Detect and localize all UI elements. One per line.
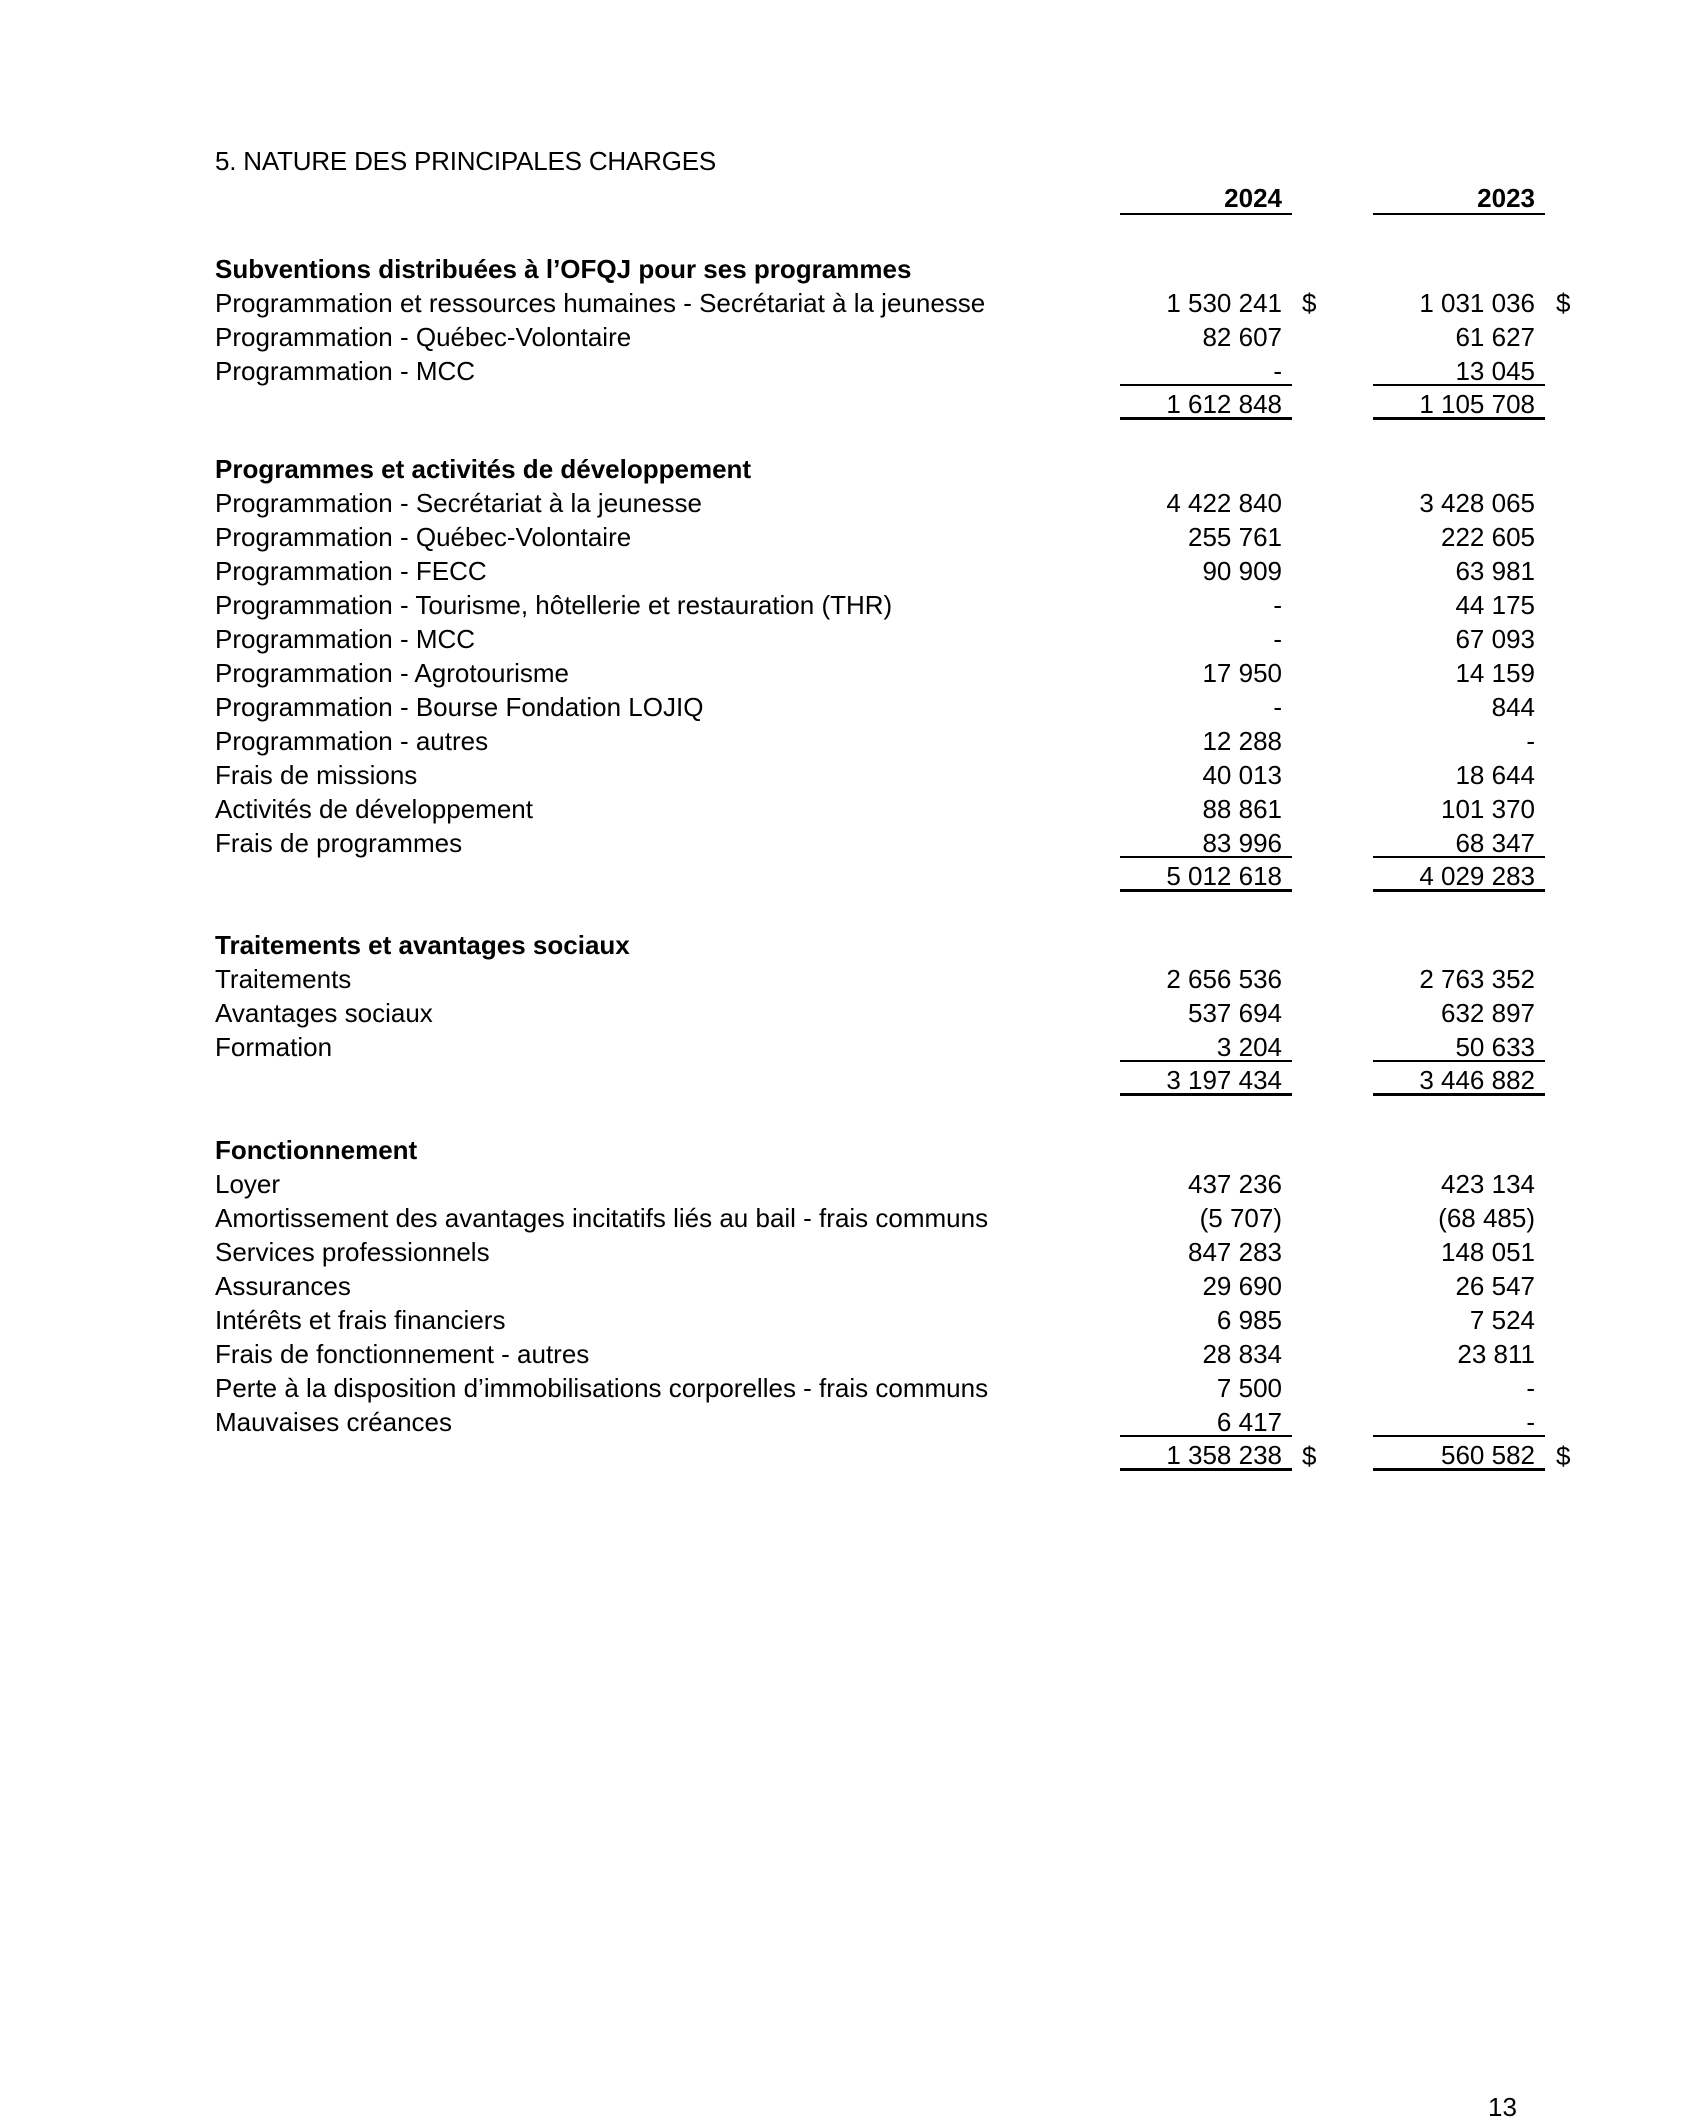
section-heading: Fonctionnement: [215, 1135, 418, 1165]
value-2023: 14 159: [1455, 658, 1535, 688]
subtotal-row: [0, 1064, 1700, 1098]
value-2024: 29 690: [1202, 1271, 1282, 1301]
value-2023: 63 981: [1455, 556, 1535, 586]
row-label: Loyer: [215, 1169, 281, 1199]
subtotal-row: [0, 1439, 1700, 1473]
value-2023: 18 644: [1455, 760, 1535, 790]
value-2024: -: [1120, 354, 1282, 388]
table-row: [0, 554, 1700, 588]
value-2024: 17 950: [1202, 658, 1282, 688]
value-2024: 4 422 840: [1166, 488, 1282, 518]
table-row: [0, 1303, 1700, 1337]
section-heading-row: [0, 252, 1700, 286]
currency-symbol: $: [1556, 288, 1571, 318]
row-label: Assurances: [215, 1271, 351, 1301]
value-2023: 23 811: [1457, 1339, 1535, 1369]
row-label: Programmation et ressources humaines - Secrétariat à la jeunesse: [215, 288, 986, 318]
currency-symbol: $: [1556, 1441, 1571, 1471]
subtotal-row: [0, 860, 1700, 894]
value-2023: -: [1373, 1405, 1535, 1439]
row-label: Services professionnels: [215, 1237, 490, 1267]
value-2024: 1 530 241: [1166, 288, 1282, 318]
table-row: [0, 286, 1700, 320]
value-2024: 537 694: [1188, 998, 1282, 1028]
section-heading: Traitements et avantages sociaux: [215, 930, 630, 960]
table-row: [0, 520, 1700, 554]
table-row: [0, 1235, 1700, 1269]
row-label: Programmation - Agrotourisme: [215, 658, 570, 688]
row-label: Frais de missions: [215, 760, 418, 790]
table-row: [0, 724, 1700, 758]
section-heading: Programmes et activités de développement: [215, 454, 752, 484]
table-row: [0, 1371, 1700, 1405]
value-2024: 6 985: [1216, 1305, 1282, 1335]
page-title: 5. NATURE DES PRINCIPALES CHARGES: [215, 146, 716, 176]
table-row: [0, 1167, 1700, 1201]
row-label: Programmation - MCC: [215, 624, 476, 654]
value-2023: 44 175: [1455, 590, 1535, 620]
table-row: [0, 1269, 1700, 1303]
subtotal-2024: 1 358 238: [1120, 1439, 1292, 1471]
table-section: [0, 928, 1700, 1098]
value-2023: 1 031 036: [1419, 288, 1535, 318]
value-2023: 222 605: [1441, 522, 1535, 552]
value-2024: 40 013: [1202, 760, 1282, 790]
value-2023: 61 627: [1455, 322, 1535, 352]
table-row: [0, 1337, 1700, 1371]
subtotal-2024: 5 012 618: [1120, 860, 1292, 892]
section-heading-row: [0, 452, 1700, 486]
value-2024: -: [1273, 590, 1282, 620]
row-label: Amortissement des avantages incitatifs liés au bail - frais communs: [215, 1203, 989, 1233]
subtotal-2023: 560 582: [1373, 1439, 1545, 1471]
row-label: Programmation - autres: [215, 726, 489, 756]
table-row: [0, 354, 1700, 388]
value-2023: (68 485): [1438, 1203, 1535, 1233]
section-heading-row: [0, 928, 1700, 962]
table-row: [0, 758, 1700, 792]
subtotal-2024: 1 612 848: [1120, 388, 1292, 420]
table-row: [0, 622, 1700, 656]
value-2023: 101 370: [1441, 794, 1535, 824]
value-2023: 844: [1491, 692, 1535, 722]
value-2023: -: [1526, 726, 1535, 756]
table-row: [0, 792, 1700, 826]
value-2024: 82 607: [1202, 322, 1282, 352]
row-label: Traitements: [215, 964, 352, 994]
table-row: [0, 656, 1700, 690]
table-row: [0, 962, 1700, 996]
value-2023: 148 051: [1441, 1237, 1535, 1267]
value-2024: (5 707): [1199, 1203, 1282, 1233]
table-row: [0, 996, 1700, 1030]
page-number: 13: [1488, 2092, 1517, 2122]
table-row: [0, 690, 1700, 724]
value-2023: 7 524: [1469, 1305, 1535, 1335]
value-2023: 50 633: [1373, 1030, 1535, 1064]
row-label: Programmation - Bourse Fondation LOJIQ: [215, 692, 704, 722]
row-label: Activités de développement: [215, 794, 533, 824]
section-heading-row: [0, 1133, 1700, 1167]
value-2024: 2 656 536: [1166, 964, 1282, 994]
value-2024: -: [1273, 624, 1282, 654]
table-row: [0, 826, 1700, 860]
row-label: Programmation - Québec-Volontaire: [215, 522, 632, 552]
value-2023: 13 045: [1373, 354, 1535, 388]
table-section: [0, 1133, 1700, 1473]
value-2023: 68 347: [1373, 826, 1535, 860]
value-2024: 28 834: [1202, 1339, 1282, 1369]
value-2023: -: [1526, 1373, 1535, 1403]
row-label: Frais de programmes: [215, 828, 463, 858]
value-2024: 12 288: [1202, 726, 1282, 756]
table-section: [0, 452, 1700, 894]
currency-symbol: $: [1302, 1441, 1317, 1471]
row-label: Formation: [215, 1032, 333, 1062]
value-2024: -: [1273, 692, 1282, 722]
value-2024: 7 500: [1216, 1373, 1282, 1403]
table-row: [0, 320, 1700, 354]
value-2024: 90 909: [1202, 556, 1282, 586]
row-label: Mauvaises créances: [215, 1407, 452, 1437]
section-heading: Subventions distribuées à l’OFQJ pour ses programmes: [215, 254, 912, 284]
value-2024: 88 861: [1202, 794, 1282, 824]
table-row: [0, 1201, 1700, 1235]
row-label: Perte à la disposition d’immobilisations corporelles - frais communs: [215, 1373, 989, 1403]
subtotal-2024: 3 197 434: [1120, 1064, 1292, 1096]
row-label: Frais de fonctionnement - autres: [215, 1339, 590, 1369]
value-2024: 6 417: [1120, 1405, 1282, 1439]
row-label: Programmation - Secrétariat à la jeunesse: [215, 488, 703, 518]
currency-symbol: $: [1302, 288, 1317, 318]
table-row: [0, 1405, 1700, 1439]
table-row: [0, 588, 1700, 622]
row-label: Programmation - MCC: [215, 356, 476, 386]
value-2023: 2 763 352: [1419, 964, 1535, 994]
subtotal-2023: 4 029 283: [1373, 860, 1545, 892]
column-header-2023: 2023: [1373, 183, 1545, 215]
value-2024: 3 204: [1120, 1030, 1282, 1064]
subtotal-row: [0, 388, 1700, 422]
value-2023: 632 897: [1441, 998, 1535, 1028]
value-2023: 3 428 065: [1419, 488, 1535, 518]
value-2024: 847 283: [1188, 1237, 1282, 1267]
row-label: Avantages sociaux: [215, 998, 433, 1028]
value-2023: 423 134: [1441, 1169, 1535, 1199]
subtotal-2023: 3 446 882: [1373, 1064, 1545, 1096]
subtotal-2023: 1 105 708: [1373, 388, 1545, 420]
value-2023: 67 093: [1455, 624, 1535, 654]
value-2023: 26 547: [1455, 1271, 1535, 1301]
value-2024: 437 236: [1188, 1169, 1282, 1199]
row-label: Programmation - FECC: [215, 556, 487, 586]
row-label: Intérêts et frais financiers: [215, 1305, 506, 1335]
value-2024: 255 761: [1188, 522, 1282, 552]
table-row: [0, 486, 1700, 520]
row-label: Programmation - Québec-Volontaire: [215, 322, 632, 352]
table-section: [0, 252, 1700, 422]
value-2024: 83 996: [1120, 826, 1282, 860]
row-label: Programmation - Tourisme, hôtellerie et restauration (THR): [215, 590, 893, 620]
column-header-2024: 2024: [1120, 183, 1292, 215]
table-row: [0, 1030, 1700, 1064]
